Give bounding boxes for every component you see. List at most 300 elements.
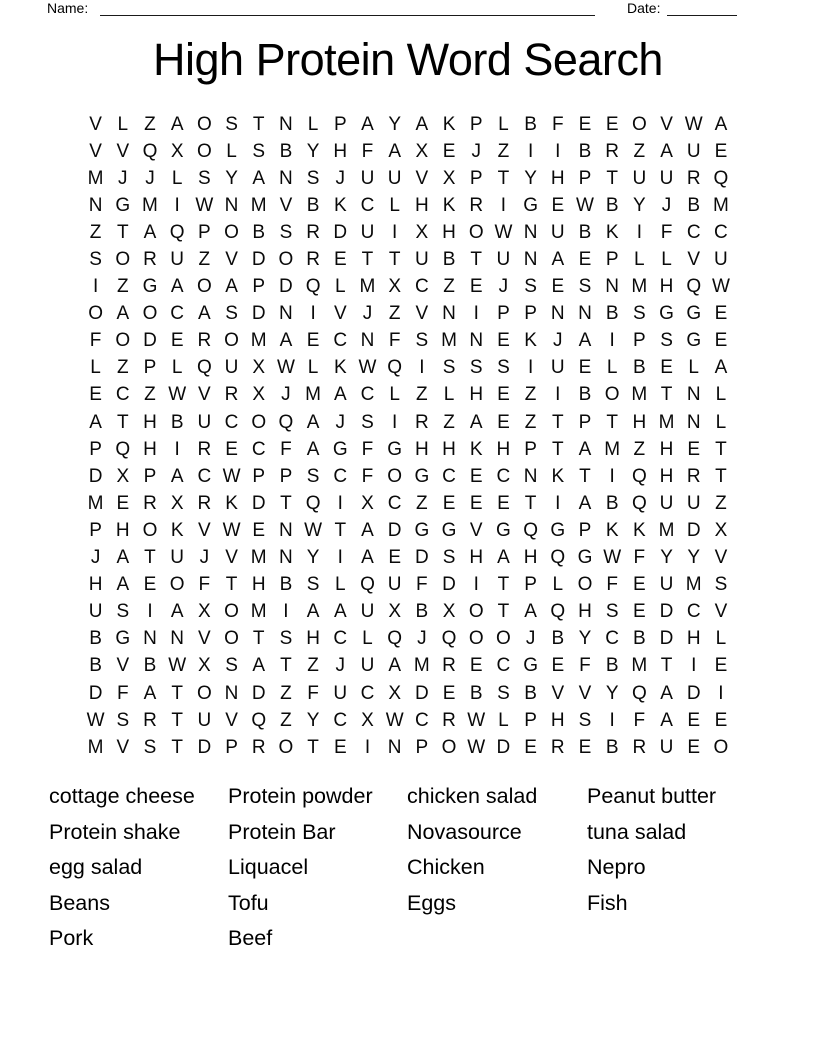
name-label: Name:: [47, 0, 89, 16]
grid-cell: Q: [631, 465, 647, 487]
grid-cell: U: [224, 357, 239, 379]
grid-cell: Z: [633, 140, 646, 162]
grid-cell: T: [551, 411, 564, 433]
grid-cell: S: [633, 303, 646, 325]
grid-cell: H: [306, 628, 320, 650]
grid-cell: Y: [306, 140, 320, 162]
grid-cell: U: [360, 167, 375, 189]
grid-cell: I: [609, 465, 615, 487]
grid-cell: C: [197, 465, 212, 487]
grid-cell: J: [553, 330, 563, 352]
grid-cell: N: [550, 303, 565, 325]
grid-cell: L: [606, 357, 618, 379]
grid-cell: T: [579, 465, 591, 487]
grid-cell: R: [605, 140, 620, 162]
grid-cell: G: [659, 303, 674, 325]
grid-cell: H: [659, 465, 674, 487]
grid-cell: U: [387, 574, 402, 596]
grid-cell: I: [337, 492, 343, 514]
grid-cell: E: [714, 140, 728, 162]
grid-cell: D: [197, 736, 212, 758]
grid-cell: E: [605, 113, 619, 135]
grid-cell: A: [361, 519, 374, 541]
grid-cell: O: [468, 601, 484, 623]
grid-cell: L: [661, 249, 672, 271]
grid-cell: U: [686, 492, 701, 514]
grid-cell: T: [116, 411, 129, 433]
grid-cell: G: [115, 194, 131, 216]
grid-cell: A: [388, 140, 401, 162]
grid-cell: G: [577, 547, 593, 569]
grid-cell: B: [89, 655, 102, 677]
word-item: Eggs: [407, 890, 457, 915]
grid-cell: E: [714, 709, 728, 731]
grid-cell: B: [551, 628, 565, 650]
grid-cell: A: [469, 411, 483, 433]
grid-cell: M: [87, 736, 104, 758]
grid-cell: H: [659, 438, 674, 460]
grid-cell: P: [524, 709, 537, 731]
grid-cell: X: [388, 601, 401, 623]
grid-cell: N: [224, 194, 239, 216]
grid-cell: S: [497, 357, 510, 379]
word-search-grid: [82, 111, 735, 761]
grid-cell: D: [279, 276, 293, 298]
grid-cell: A: [306, 438, 320, 460]
grid-cell: O: [115, 249, 131, 271]
grid-cell: H: [442, 438, 456, 460]
grid-cell: Q: [115, 438, 131, 460]
grid-cell: N: [387, 736, 402, 758]
grid-cell: W: [168, 655, 187, 677]
word-item: Fish: [587, 890, 628, 915]
grid-cell: S: [660, 330, 673, 352]
grid-cell: I: [609, 709, 615, 731]
grid-cell: P: [524, 438, 537, 460]
grid-cell: S: [225, 113, 238, 135]
grid-cell: T: [334, 519, 347, 541]
grid-cell: E: [497, 492, 510, 514]
word-item: Chicken: [407, 855, 485, 880]
grid-cell: Z: [416, 384, 428, 406]
grid-cell: Z: [524, 384, 537, 406]
grid-cell: G: [414, 465, 430, 487]
grid-cell: C: [360, 194, 375, 216]
grid-cell: C: [496, 465, 511, 487]
grid-cell: A: [660, 140, 673, 162]
grid-cell: E: [578, 357, 592, 379]
grid-cell: Q: [196, 357, 212, 379]
grid-cell: S: [578, 276, 592, 298]
grid-cell: S: [469, 357, 483, 379]
grid-cell: D: [442, 574, 456, 596]
grid-cell: L: [171, 357, 183, 379]
grid-cell: Y: [687, 547, 701, 569]
grid-cell: N: [88, 194, 103, 216]
grid-cell: R: [306, 249, 320, 271]
grid-cell: E: [469, 276, 483, 298]
grid-cell: N: [686, 384, 701, 406]
grid-cell: P: [524, 303, 537, 325]
grid-cell: J: [281, 384, 291, 406]
grid-cell: C: [251, 438, 266, 460]
grid-cell: E: [252, 519, 266, 541]
grid-cell: D: [414, 547, 429, 569]
grid-cell: B: [252, 221, 266, 243]
grid-cell: I: [310, 303, 316, 325]
grid-cell: M: [604, 438, 621, 460]
grid-cell: U: [88, 601, 103, 623]
grid-cell: F: [361, 140, 374, 162]
grid-cell: O: [169, 574, 185, 596]
grid-cell: E: [497, 411, 510, 433]
grid-cell: V: [89, 113, 102, 135]
grid-cell: L: [715, 411, 727, 433]
word-item: Pork: [49, 926, 94, 951]
grid-cell: U: [170, 249, 185, 271]
grid-cell: T: [116, 221, 129, 243]
grid-cell: M: [685, 574, 702, 596]
grid-cell: N: [523, 221, 538, 243]
grid-cell: A: [660, 682, 673, 704]
grid-cell: V: [687, 249, 701, 271]
grid-cell: H: [143, 438, 157, 460]
grid-cell: E: [687, 736, 701, 758]
grid-cell: M: [87, 167, 104, 189]
grid-cell: P: [497, 303, 510, 325]
grid-cell: B: [306, 194, 320, 216]
grid-cell: E: [116, 492, 130, 514]
word-item: egg salad: [49, 855, 143, 880]
grid-cell: U: [686, 140, 701, 162]
grid-cell: Y: [524, 167, 537, 189]
grid-cell: G: [142, 276, 158, 298]
grid-cell: U: [387, 167, 402, 189]
grid-cell: T: [280, 655, 292, 677]
grid-cell: S: [605, 601, 619, 623]
grid-cell: Z: [307, 655, 319, 677]
grid-cell: L: [90, 357, 101, 379]
grid-cell: X: [415, 221, 429, 243]
grid-cell: I: [283, 601, 289, 623]
grid-cell: U: [197, 411, 212, 433]
grid-cell: G: [523, 655, 538, 677]
grid-cell: Y: [388, 113, 401, 135]
grid-cell: O: [631, 113, 647, 135]
grid-cell: T: [606, 411, 618, 433]
grid-cell: Z: [524, 411, 537, 433]
grid-cell: Q: [523, 519, 538, 541]
grid-cell: C: [170, 303, 185, 325]
grid-cell: D: [414, 682, 429, 704]
grid-cell: N: [170, 628, 185, 650]
grid-cell: I: [392, 411, 398, 433]
grid-cell: C: [333, 709, 348, 731]
grid-cell: W: [195, 194, 214, 216]
grid-cell: V: [89, 140, 102, 162]
grid-cell: I: [555, 492, 561, 514]
grid-cell: N: [469, 330, 484, 352]
grid-cell: F: [116, 682, 129, 704]
grid-cell: D: [686, 519, 701, 541]
grid-cell: A: [714, 113, 728, 135]
grid-cell: A: [578, 438, 592, 460]
grid-cell: E: [333, 736, 347, 758]
grid-cell: L: [171, 167, 183, 189]
grid-cell: S: [497, 682, 510, 704]
grid-cell: T: [470, 249, 483, 271]
grid-cell: Z: [497, 140, 510, 162]
grid-cell: Q: [360, 574, 375, 596]
grid-cell: T: [497, 574, 510, 596]
grid-cell: Q: [713, 167, 729, 189]
grid-cell: F: [307, 682, 319, 704]
date-label: Date:: [627, 0, 661, 16]
grid-cell: V: [116, 736, 130, 758]
grid-cell: N: [279, 167, 293, 189]
grid-cell: E: [89, 384, 102, 406]
grid-cell: D: [659, 628, 674, 650]
grid-cell: Z: [388, 303, 401, 325]
grid-cell: A: [660, 709, 673, 731]
grid-cell: H: [414, 438, 429, 460]
grid-cell: K: [469, 438, 483, 460]
grid-cell: M: [250, 547, 267, 569]
grid-cell: E: [687, 438, 701, 460]
grid-cell: A: [143, 682, 157, 704]
grid-cell: L: [362, 628, 373, 650]
grid-cell: B: [605, 736, 619, 758]
grid-cell: S: [578, 709, 592, 731]
grid-cell: Y: [605, 682, 619, 704]
grid-cell: H: [550, 167, 565, 189]
grid-cell: V: [225, 709, 238, 731]
grid-cell: T: [307, 736, 319, 758]
grid-cell: H: [115, 519, 130, 541]
word-item: Beef: [228, 926, 273, 951]
grid-cell: Y: [225, 167, 238, 189]
grid-cell: M: [142, 194, 158, 216]
grid-cell: S: [306, 465, 320, 487]
grid-cell: W: [467, 709, 486, 731]
grid-cell: X: [252, 357, 266, 379]
grid-cell: I: [92, 276, 99, 298]
grid-cell: E: [442, 140, 456, 162]
grid-cell: V: [198, 519, 211, 541]
grid-cell: Q: [686, 276, 702, 298]
grid-cell: T: [252, 628, 265, 650]
grid-cell: E: [660, 357, 673, 379]
grid-cell: F: [633, 547, 646, 569]
grid-cell: W: [603, 547, 622, 569]
grid-cell: B: [605, 492, 619, 514]
grid-cell: P: [89, 438, 102, 460]
grid-cell: L: [498, 709, 509, 731]
grid-cell: A: [578, 492, 592, 514]
grid-cell: V: [116, 655, 130, 677]
date-fill-line: [667, 0, 737, 16]
grid-cell: T: [497, 167, 510, 189]
grid-cell: B: [633, 628, 646, 650]
grid-cell: X: [415, 140, 429, 162]
grid-cell: T: [524, 492, 537, 514]
grid-cell: Z: [443, 276, 455, 298]
grid-cell: C: [714, 221, 728, 243]
grid-cell: V: [415, 167, 429, 189]
grid-cell: T: [144, 547, 156, 569]
grid-cell: S: [116, 709, 130, 731]
grid-cell: O: [196, 140, 212, 162]
grid-cell: V: [279, 194, 293, 216]
grid-cell: I: [609, 330, 615, 352]
grid-cell: J: [498, 276, 509, 298]
grid-cell: T: [280, 492, 292, 514]
grid-cell: A: [116, 574, 130, 596]
grid-cell: J: [145, 167, 155, 189]
grid-cell: L: [498, 113, 509, 135]
grid-cell: R: [632, 736, 647, 758]
grid-cell: P: [225, 736, 238, 758]
grid-cell: S: [279, 628, 293, 650]
grid-cell: R: [197, 438, 212, 460]
grid-cell: W: [168, 384, 187, 406]
grid-cell: K: [170, 519, 184, 541]
grid-cell: X: [361, 709, 374, 731]
grid-cell: S: [442, 547, 456, 569]
grid-cell: U: [659, 574, 674, 596]
grid-cell: A: [714, 357, 728, 379]
grid-cell: J: [417, 628, 427, 650]
grid-cell: P: [578, 519, 592, 541]
grid-cell: A: [306, 601, 320, 623]
grid-cell: W: [494, 221, 513, 243]
word-item: Protein powder: [228, 784, 373, 808]
grid-cell: X: [442, 601, 456, 623]
grid-cell: T: [171, 709, 183, 731]
grid-cell: K: [225, 492, 238, 514]
grid-cell: T: [606, 167, 618, 189]
grid-cell: E: [442, 682, 456, 704]
grid-cell: H: [414, 194, 429, 216]
grid-cell: P: [252, 465, 266, 487]
grid-cell: Q: [550, 547, 566, 569]
word-item: Protein shake: [49, 819, 181, 844]
grid-cell: I: [555, 384, 561, 406]
grid-cell: S: [225, 655, 238, 677]
grid-cell: S: [306, 167, 320, 189]
grid-cell: K: [551, 465, 565, 487]
grid-cell: I: [527, 140, 534, 162]
grid-cell: O: [387, 465, 403, 487]
grid-cell: E: [633, 574, 646, 596]
grid-cell: L: [552, 574, 564, 596]
grid-cell: M: [631, 276, 648, 298]
grid-cell: G: [115, 628, 131, 650]
grid-cell: O: [196, 113, 212, 135]
grid-cell: P: [578, 167, 592, 189]
grid-cell: Z: [280, 709, 292, 731]
grid-cell: O: [468, 628, 484, 650]
grid-cell: T: [497, 601, 510, 623]
grid-cell: J: [335, 655, 346, 677]
grid-cell: O: [115, 330, 131, 352]
page-title: High Protein Word Search: [153, 34, 663, 85]
grid-cell: U: [360, 221, 375, 243]
grid-cell: B: [89, 628, 102, 650]
grid-cell: H: [88, 574, 103, 596]
grid-cell: X: [252, 384, 266, 406]
grid-cell: V: [714, 601, 728, 623]
grid-cell: F: [198, 574, 211, 596]
grid-cell: U: [360, 655, 375, 677]
word-item: Tofu: [228, 890, 269, 915]
grid-cell: U: [632, 167, 647, 189]
grid-cell: N: [578, 303, 592, 325]
grid-cell: Y: [633, 194, 646, 216]
grid-cell: M: [441, 330, 457, 352]
grid-cell: W: [576, 194, 594, 216]
grid-cell: Q: [441, 628, 457, 650]
grid-cell: R: [686, 465, 701, 487]
grid-cell: I: [419, 357, 425, 379]
grid-cell: K: [442, 194, 456, 216]
grid-cell: G: [550, 519, 566, 541]
grid-cell: T: [171, 736, 183, 758]
grid-cell: M: [359, 276, 376, 298]
grid-cell: O: [713, 736, 729, 758]
grid-cell: A: [361, 113, 374, 135]
grid-cell: Q: [169, 221, 185, 243]
grid-cell: A: [551, 249, 565, 271]
grid-cell: X: [198, 601, 211, 623]
grid-cell: F: [361, 465, 374, 487]
grid-cell: F: [633, 709, 646, 731]
grid-cell: B: [578, 384, 592, 406]
grid-cell: H: [469, 547, 484, 569]
grid-cell: Q: [142, 140, 158, 162]
grid-cell: H: [469, 384, 484, 406]
grid-cell: E: [497, 384, 510, 406]
grid-cell: J: [661, 194, 672, 216]
grid-cell: C: [387, 492, 402, 514]
grid-cell: M: [87, 492, 104, 514]
grid-cell: E: [578, 736, 592, 758]
grid-cell: S: [198, 167, 211, 189]
grid-cell: P: [633, 330, 646, 352]
grid-cell: I: [555, 140, 561, 162]
grid-cell: P: [198, 221, 211, 243]
grid-cell: W: [385, 709, 404, 731]
grid-cell: S: [143, 736, 157, 758]
grid-cell: X: [388, 682, 401, 704]
grid-cell: C: [360, 682, 375, 704]
grid-cell: Z: [443, 411, 455, 433]
grid-cell: I: [527, 357, 534, 379]
grid-cell: V: [198, 628, 211, 650]
grid-cell: A: [252, 167, 266, 189]
grid-cell: R: [442, 709, 456, 731]
grid-cell: E: [469, 492, 483, 514]
grid-cell: E: [633, 601, 646, 623]
grid-cell: K: [524, 330, 537, 352]
grid-cell: A: [252, 655, 266, 677]
grid-cell: C: [686, 221, 701, 243]
grid-cell: D: [251, 492, 266, 514]
grid-cell: O: [224, 330, 239, 352]
grid-cell: Z: [198, 249, 211, 271]
grid-cell: A: [306, 411, 320, 433]
grid-cell: L: [334, 574, 346, 596]
